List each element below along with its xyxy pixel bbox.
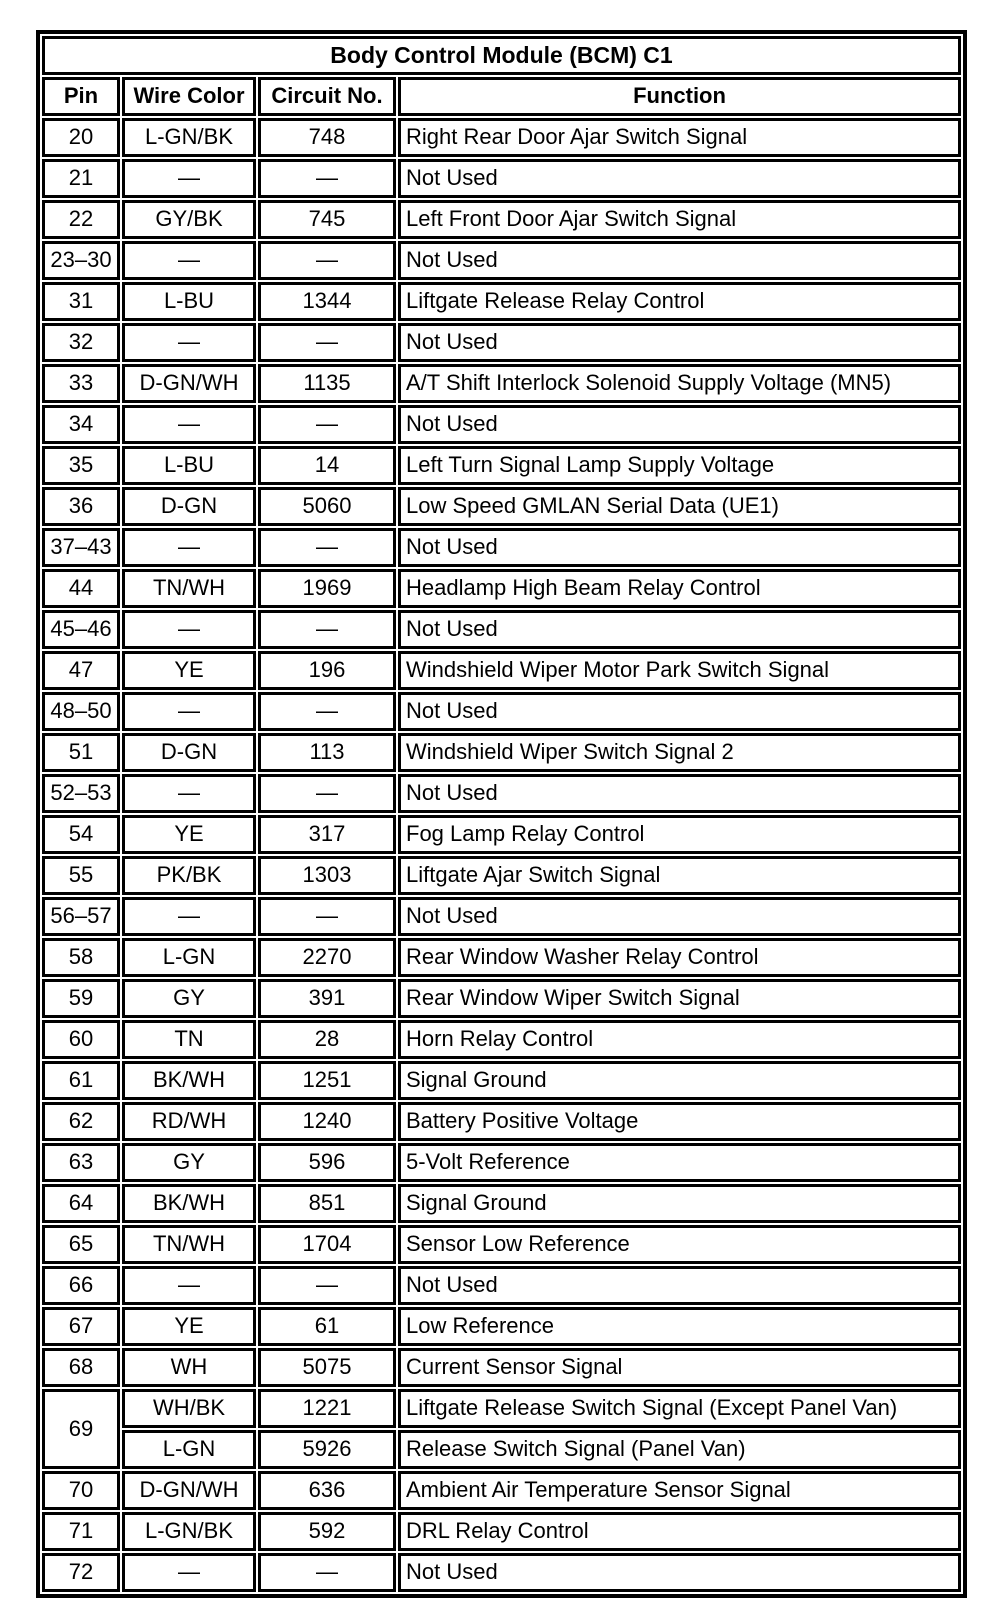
pin-cell: 54 xyxy=(42,815,120,854)
circuit-no-cell: 1969 xyxy=(258,569,396,608)
table-row xyxy=(42,1348,961,1387)
table-row xyxy=(42,856,961,895)
table-row xyxy=(42,1512,961,1551)
function-cell: Ambient Air Temperature Sensor Signal xyxy=(398,1471,961,1510)
circuit-no-cell: 596 xyxy=(258,1143,396,1182)
function-cell: Liftgate Release Switch Signal (Except Panel Van) xyxy=(398,1389,961,1428)
pin-cell: 56–57 xyxy=(42,897,120,936)
function-cell: Not Used xyxy=(398,241,961,280)
circuit-no-cell: 61 xyxy=(258,1307,396,1346)
table-row xyxy=(42,1020,961,1059)
circuit-no-cell: 636 xyxy=(258,1471,396,1510)
circuit-no-cell: 28 xyxy=(258,1020,396,1059)
table-row xyxy=(42,282,961,321)
wire-color-cell: YE xyxy=(122,1307,256,1346)
circuit-no-cell: — xyxy=(258,692,396,731)
wire-color-cell: — xyxy=(122,774,256,813)
wire-color-cell: — xyxy=(122,241,256,280)
circuit-no-cell: 2270 xyxy=(258,938,396,977)
table-row xyxy=(42,446,961,485)
wire-color-cell: L-BU xyxy=(122,282,256,321)
circuit-no-cell: — xyxy=(258,1553,396,1592)
wire-color-cell: TN/WH xyxy=(122,1225,256,1264)
circuit-no-cell: — xyxy=(258,774,396,813)
wire-color-cell: — xyxy=(122,897,256,936)
column-header-function: Function xyxy=(398,77,961,116)
pin-cell: 52–53 xyxy=(42,774,120,813)
circuit-no-cell: 113 xyxy=(258,733,396,772)
table-row xyxy=(42,487,961,526)
function-cell: Signal Ground xyxy=(398,1061,961,1100)
pin-cell: 62 xyxy=(42,1102,120,1141)
table-row xyxy=(42,938,961,977)
pin-cell: 66 xyxy=(42,1266,120,1305)
pin-cell: 20 xyxy=(42,118,120,157)
circuit-no-cell: 1135 xyxy=(258,364,396,403)
function-cell: Windshield Wiper Switch Signal 2 xyxy=(398,733,961,772)
table-row xyxy=(42,159,961,198)
table-row xyxy=(42,733,961,772)
wire-color-cell: GY xyxy=(122,979,256,1018)
wire-color-cell: GY/BK xyxy=(122,200,256,239)
circuit-no-cell: 748 xyxy=(258,118,396,157)
pin-cell: 51 xyxy=(42,733,120,772)
function-cell: Release Switch Signal (Panel Van) xyxy=(398,1430,961,1469)
table-row xyxy=(42,692,961,731)
table-row xyxy=(42,1553,961,1592)
circuit-no-cell: — xyxy=(258,528,396,567)
circuit-no-cell: 317 xyxy=(258,815,396,854)
function-cell: Current Sensor Signal xyxy=(398,1348,961,1387)
function-cell: Sensor Low Reference xyxy=(398,1225,961,1264)
table-header-row xyxy=(42,77,961,116)
table-row xyxy=(42,1430,961,1469)
pin-cell: 22 xyxy=(42,200,120,239)
wire-color-cell: — xyxy=(122,1266,256,1305)
table-row xyxy=(42,1471,961,1510)
function-cell: Right Rear Door Ajar Switch Signal xyxy=(398,118,961,157)
pin-cell: 31 xyxy=(42,282,120,321)
wire-color-cell: — xyxy=(122,159,256,198)
bcm-c1-pinout-table xyxy=(36,30,967,1598)
wire-color-cell: L-GN/BK xyxy=(122,1512,256,1551)
table-row xyxy=(42,200,961,239)
table-row xyxy=(42,1266,961,1305)
function-cell: Not Used xyxy=(398,1553,961,1592)
circuit-no-cell: — xyxy=(258,405,396,444)
wire-color-cell: D-GN xyxy=(122,487,256,526)
circuit-no-cell: 196 xyxy=(258,651,396,690)
pin-cell: 65 xyxy=(42,1225,120,1264)
pin-cell: 48–50 xyxy=(42,692,120,731)
circuit-no-cell: 1251 xyxy=(258,1061,396,1100)
pin-cell: 33 xyxy=(42,364,120,403)
wire-color-cell: L-GN xyxy=(122,938,256,977)
function-cell: Left Front Door Ajar Switch Signal xyxy=(398,200,961,239)
wire-color-cell: BK/WH xyxy=(122,1061,256,1100)
function-cell: Low Reference xyxy=(398,1307,961,1346)
circuit-no-cell: — xyxy=(258,897,396,936)
wire-color-cell: BK/WH xyxy=(122,1184,256,1223)
circuit-no-cell: 5926 xyxy=(258,1430,396,1469)
function-cell: 5-Volt Reference xyxy=(398,1143,961,1182)
table-row xyxy=(42,405,961,444)
table-row xyxy=(42,774,961,813)
wire-color-cell: — xyxy=(122,610,256,649)
wire-color-cell: WH xyxy=(122,1348,256,1387)
wire-color-cell: — xyxy=(122,1553,256,1592)
wire-color-cell: D-GN/WH xyxy=(122,364,256,403)
wire-color-cell: TN/WH xyxy=(122,569,256,608)
circuit-no-cell: 1221 xyxy=(258,1389,396,1428)
pin-cell: 37–43 xyxy=(42,528,120,567)
table-row xyxy=(42,364,961,403)
circuit-no-cell: — xyxy=(258,610,396,649)
function-cell: Rear Window Washer Relay Control xyxy=(398,938,961,977)
wire-color-cell: RD/WH xyxy=(122,1102,256,1141)
table-row xyxy=(42,323,961,362)
function-cell: Low Speed GMLAN Serial Data (UE1) xyxy=(398,487,961,526)
table-row xyxy=(42,1389,961,1428)
table-row xyxy=(42,979,961,1018)
column-header-wire-color: Wire Color xyxy=(122,77,256,116)
table-row xyxy=(42,241,961,280)
table-row xyxy=(42,1143,961,1182)
wire-color-cell: — xyxy=(122,528,256,567)
circuit-no-cell: 1344 xyxy=(258,282,396,321)
column-header-pin: Pin xyxy=(42,77,120,116)
function-cell: Not Used xyxy=(398,323,961,362)
pin-cell: 58 xyxy=(42,938,120,977)
wire-color-cell: WH/BK xyxy=(122,1389,256,1428)
pin-cell: 64 xyxy=(42,1184,120,1223)
wire-color-cell: D-GN/WH xyxy=(122,1471,256,1510)
pin-cell: 59 xyxy=(42,979,120,1018)
function-cell: DRL Relay Control xyxy=(398,1512,961,1551)
wire-color-cell: L-GN/BK xyxy=(122,118,256,157)
circuit-no-cell: 745 xyxy=(258,200,396,239)
function-cell: Fog Lamp Relay Control xyxy=(398,815,961,854)
circuit-no-cell: 1303 xyxy=(258,856,396,895)
pin-cell: 36 xyxy=(42,487,120,526)
function-cell: Headlamp High Beam Relay Control xyxy=(398,569,961,608)
function-cell: Not Used xyxy=(398,528,961,567)
pin-cell: 63 xyxy=(42,1143,120,1182)
circuit-no-cell: 14 xyxy=(258,446,396,485)
circuit-no-cell: — xyxy=(258,323,396,362)
pin-cell: 47 xyxy=(42,651,120,690)
wire-color-cell: PK/BK xyxy=(122,856,256,895)
function-cell: Not Used xyxy=(398,405,961,444)
function-cell: Liftgate Ajar Switch Signal xyxy=(398,856,961,895)
table-row xyxy=(42,528,961,567)
circuit-no-cell: 1704 xyxy=(258,1225,396,1264)
function-cell: Horn Relay Control xyxy=(398,1020,961,1059)
wire-color-cell: D-GN xyxy=(122,733,256,772)
wire-color-cell: YE xyxy=(122,815,256,854)
pin-cell: 68 xyxy=(42,1348,120,1387)
pin-cell: 70 xyxy=(42,1471,120,1510)
circuit-no-cell: 391 xyxy=(258,979,396,1018)
wire-color-cell: TN xyxy=(122,1020,256,1059)
circuit-no-cell: 5075 xyxy=(258,1348,396,1387)
function-cell: Not Used xyxy=(398,1266,961,1305)
function-cell: Not Used xyxy=(398,774,961,813)
function-cell: Left Turn Signal Lamp Supply Voltage xyxy=(398,446,961,485)
table-row xyxy=(42,651,961,690)
circuit-no-cell: — xyxy=(258,1266,396,1305)
table-row xyxy=(42,1102,961,1141)
pin-cell: 60 xyxy=(42,1020,120,1059)
table-body xyxy=(42,118,961,1592)
circuit-no-cell: 592 xyxy=(258,1512,396,1551)
table-row xyxy=(42,569,961,608)
wire-color-cell: L-GN xyxy=(122,1430,256,1469)
function-cell: Not Used xyxy=(398,159,961,198)
table-title-row xyxy=(42,36,961,75)
wire-color-cell: L-BU xyxy=(122,446,256,485)
pin-cell: 55 xyxy=(42,856,120,895)
pin-cell: 72 xyxy=(42,1553,120,1592)
pin-cell: 45–46 xyxy=(42,610,120,649)
pin-cell: 23–30 xyxy=(42,241,120,280)
pin-cell: 71 xyxy=(42,1512,120,1551)
function-cell: A/T Shift Interlock Solenoid Supply Voltage (MN5) xyxy=(398,364,961,403)
function-cell: Liftgate Release Relay Control xyxy=(398,282,961,321)
function-cell: Battery Positive Voltage xyxy=(398,1102,961,1141)
table-row xyxy=(42,897,961,936)
function-cell: Signal Ground xyxy=(398,1184,961,1223)
wire-color-cell: — xyxy=(122,323,256,362)
table-row xyxy=(42,610,961,649)
table-row xyxy=(42,1225,961,1264)
wire-color-cell: YE xyxy=(122,651,256,690)
wire-color-cell: GY xyxy=(122,1143,256,1182)
circuit-no-cell: 851 xyxy=(258,1184,396,1223)
pin-cell: 32 xyxy=(42,323,120,362)
pin-cell: 67 xyxy=(42,1307,120,1346)
table-row xyxy=(42,1307,961,1346)
function-cell: Not Used xyxy=(398,897,961,936)
table-row xyxy=(42,118,961,157)
circuit-no-cell: — xyxy=(258,159,396,198)
column-header-circuit-no: Circuit No. xyxy=(258,77,396,116)
wire-color-cell: — xyxy=(122,405,256,444)
function-cell: Windshield Wiper Motor Park Switch Signal xyxy=(398,651,961,690)
pin-cell: 34 xyxy=(42,405,120,444)
table-row xyxy=(42,1184,961,1223)
circuit-no-cell: — xyxy=(258,241,396,280)
table-row xyxy=(42,1061,961,1100)
pin-cell: 61 xyxy=(42,1061,120,1100)
table-title: Body Control Module (BCM) C1 xyxy=(42,36,961,75)
function-cell: Rear Window Wiper Switch Signal xyxy=(398,979,961,1018)
circuit-no-cell: 5060 xyxy=(258,487,396,526)
pin-cell: 35 xyxy=(42,446,120,485)
table-row xyxy=(42,815,961,854)
wire-color-cell: — xyxy=(122,692,256,731)
pin-cell: 69 xyxy=(42,1389,120,1469)
function-cell: Not Used xyxy=(398,610,961,649)
pin-cell: 44 xyxy=(42,569,120,608)
pin-cell: 21 xyxy=(42,159,120,198)
function-cell: Not Used xyxy=(398,692,961,731)
circuit-no-cell: 1240 xyxy=(258,1102,396,1141)
